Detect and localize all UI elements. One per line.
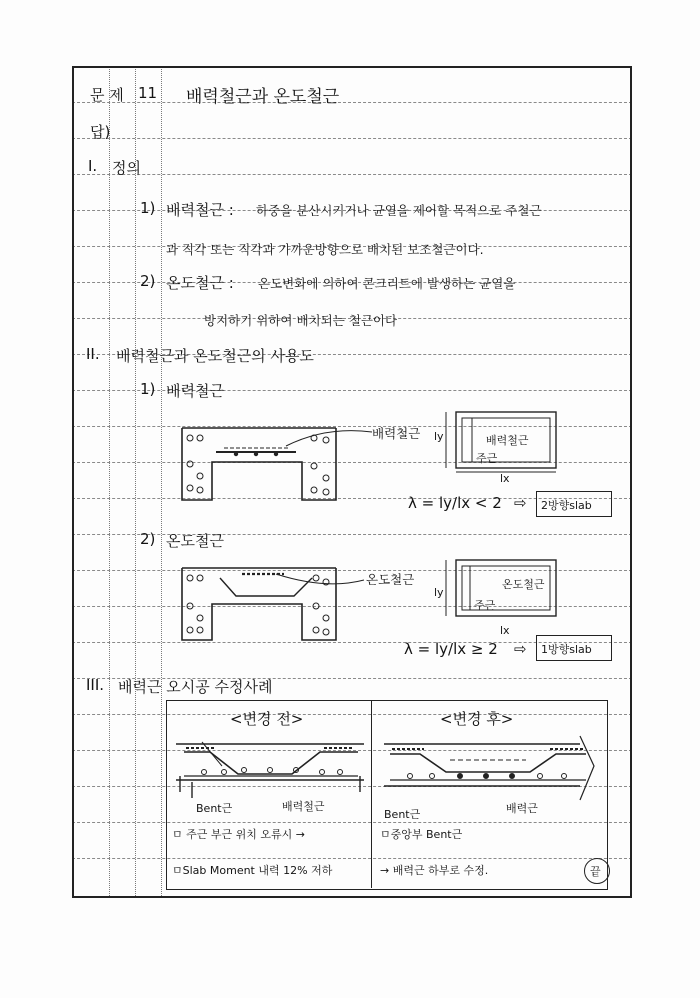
sub1-label-box: 배력철근 xyxy=(486,434,529,447)
sub1-number: 1) xyxy=(140,380,156,398)
before-bar-label: 배력철근 xyxy=(282,800,325,813)
section3-heading: 배력근 오시공 수정사례 xyxy=(118,678,273,696)
before-title: <변경 전> xyxy=(230,710,304,728)
sub2-formula: λ = ly/lx ≥ 2 xyxy=(404,640,498,658)
problem-title: 배력철근과 온도철근 xyxy=(186,87,340,107)
case-table-divider xyxy=(371,700,372,888)
sub1-label-main: 배력철근 xyxy=(372,426,421,441)
after-bar-label: 배력근 xyxy=(506,802,538,815)
answer-label: 답) xyxy=(90,123,111,141)
before-note2: ㅁSlab Moment 내력 12% 저하 xyxy=(172,864,333,877)
before-bent-label: Bent근 xyxy=(196,802,233,815)
section3-numeral: III. xyxy=(86,676,105,694)
sub2-result: 1방향slab xyxy=(541,643,592,656)
sub1-label-ly: ly xyxy=(434,430,444,443)
after-title: <변경 후> xyxy=(440,710,514,728)
before-note1: ㅁ 주근 부근 위치 오류시 → xyxy=(172,828,305,841)
def2-text-line1: 온도변화에 의하여 콘크리트에 발생하는 균열을 xyxy=(258,276,516,291)
after-bent-bar-sketch xyxy=(380,736,600,806)
sub1-formula: λ = ly/lx < 2 xyxy=(408,494,502,512)
sub2-label-box: 온도철근 xyxy=(502,578,545,591)
before-bent-bar-sketch xyxy=(174,736,366,802)
sub2-number: 2) xyxy=(140,530,156,548)
def1-term: 배력철근 : xyxy=(166,201,234,219)
section1-numeral: I. xyxy=(88,157,98,175)
def1-text-line1: 하중을 분산시키거나 균열을 제어할 목적으로 주철근 xyxy=(256,203,542,218)
sub1-arrow: ⇨ xyxy=(514,494,527,512)
sub1-label-lx: lx xyxy=(500,472,510,485)
after-note2: → 배력근 하부로 수정. xyxy=(380,864,489,877)
after-bent-label: Bent근 xyxy=(384,808,421,821)
sub2-label-main: 온도철근 xyxy=(366,572,415,587)
after-note1: ㅁ중앙부 Bent근 xyxy=(380,828,463,841)
sub2-label-bar: 주근 xyxy=(474,599,496,612)
def2-number: 2) xyxy=(140,272,156,290)
def1-number: 1) xyxy=(140,199,156,217)
distribution-bar-section-sketch xyxy=(176,416,376,506)
def2-term: 온도철근 : xyxy=(166,274,234,292)
problem-number: 11 xyxy=(138,84,158,102)
sub2-arrow: ⇨ xyxy=(514,640,527,658)
temperature-bar-section-sketch xyxy=(176,560,376,646)
section1-heading: 정의 xyxy=(112,159,141,177)
def1-text-line2: 과 직각 또는 직각과 가까운방향으로 배치된 보조철근이다. xyxy=(166,242,484,257)
sub2-title: 온도철근 xyxy=(166,532,224,550)
end-stamp: 끝 xyxy=(590,865,601,878)
section2-numeral: II. xyxy=(86,345,100,363)
sub1-label-bar: 주근 xyxy=(476,452,498,465)
sub2-label-lx: lx xyxy=(500,624,510,637)
section2-heading: 배력철근과 온도철근의 사용도 xyxy=(116,347,314,365)
def2-text-line2: 방지하기 위하여 배치되는 철근이다 xyxy=(204,313,398,328)
sub1-title: 배력철근 xyxy=(166,382,224,400)
sub2-label-ly: ly xyxy=(434,586,444,599)
sub1-result: 2방향slab xyxy=(541,499,592,512)
problem-label: 문 제 xyxy=(90,86,124,104)
